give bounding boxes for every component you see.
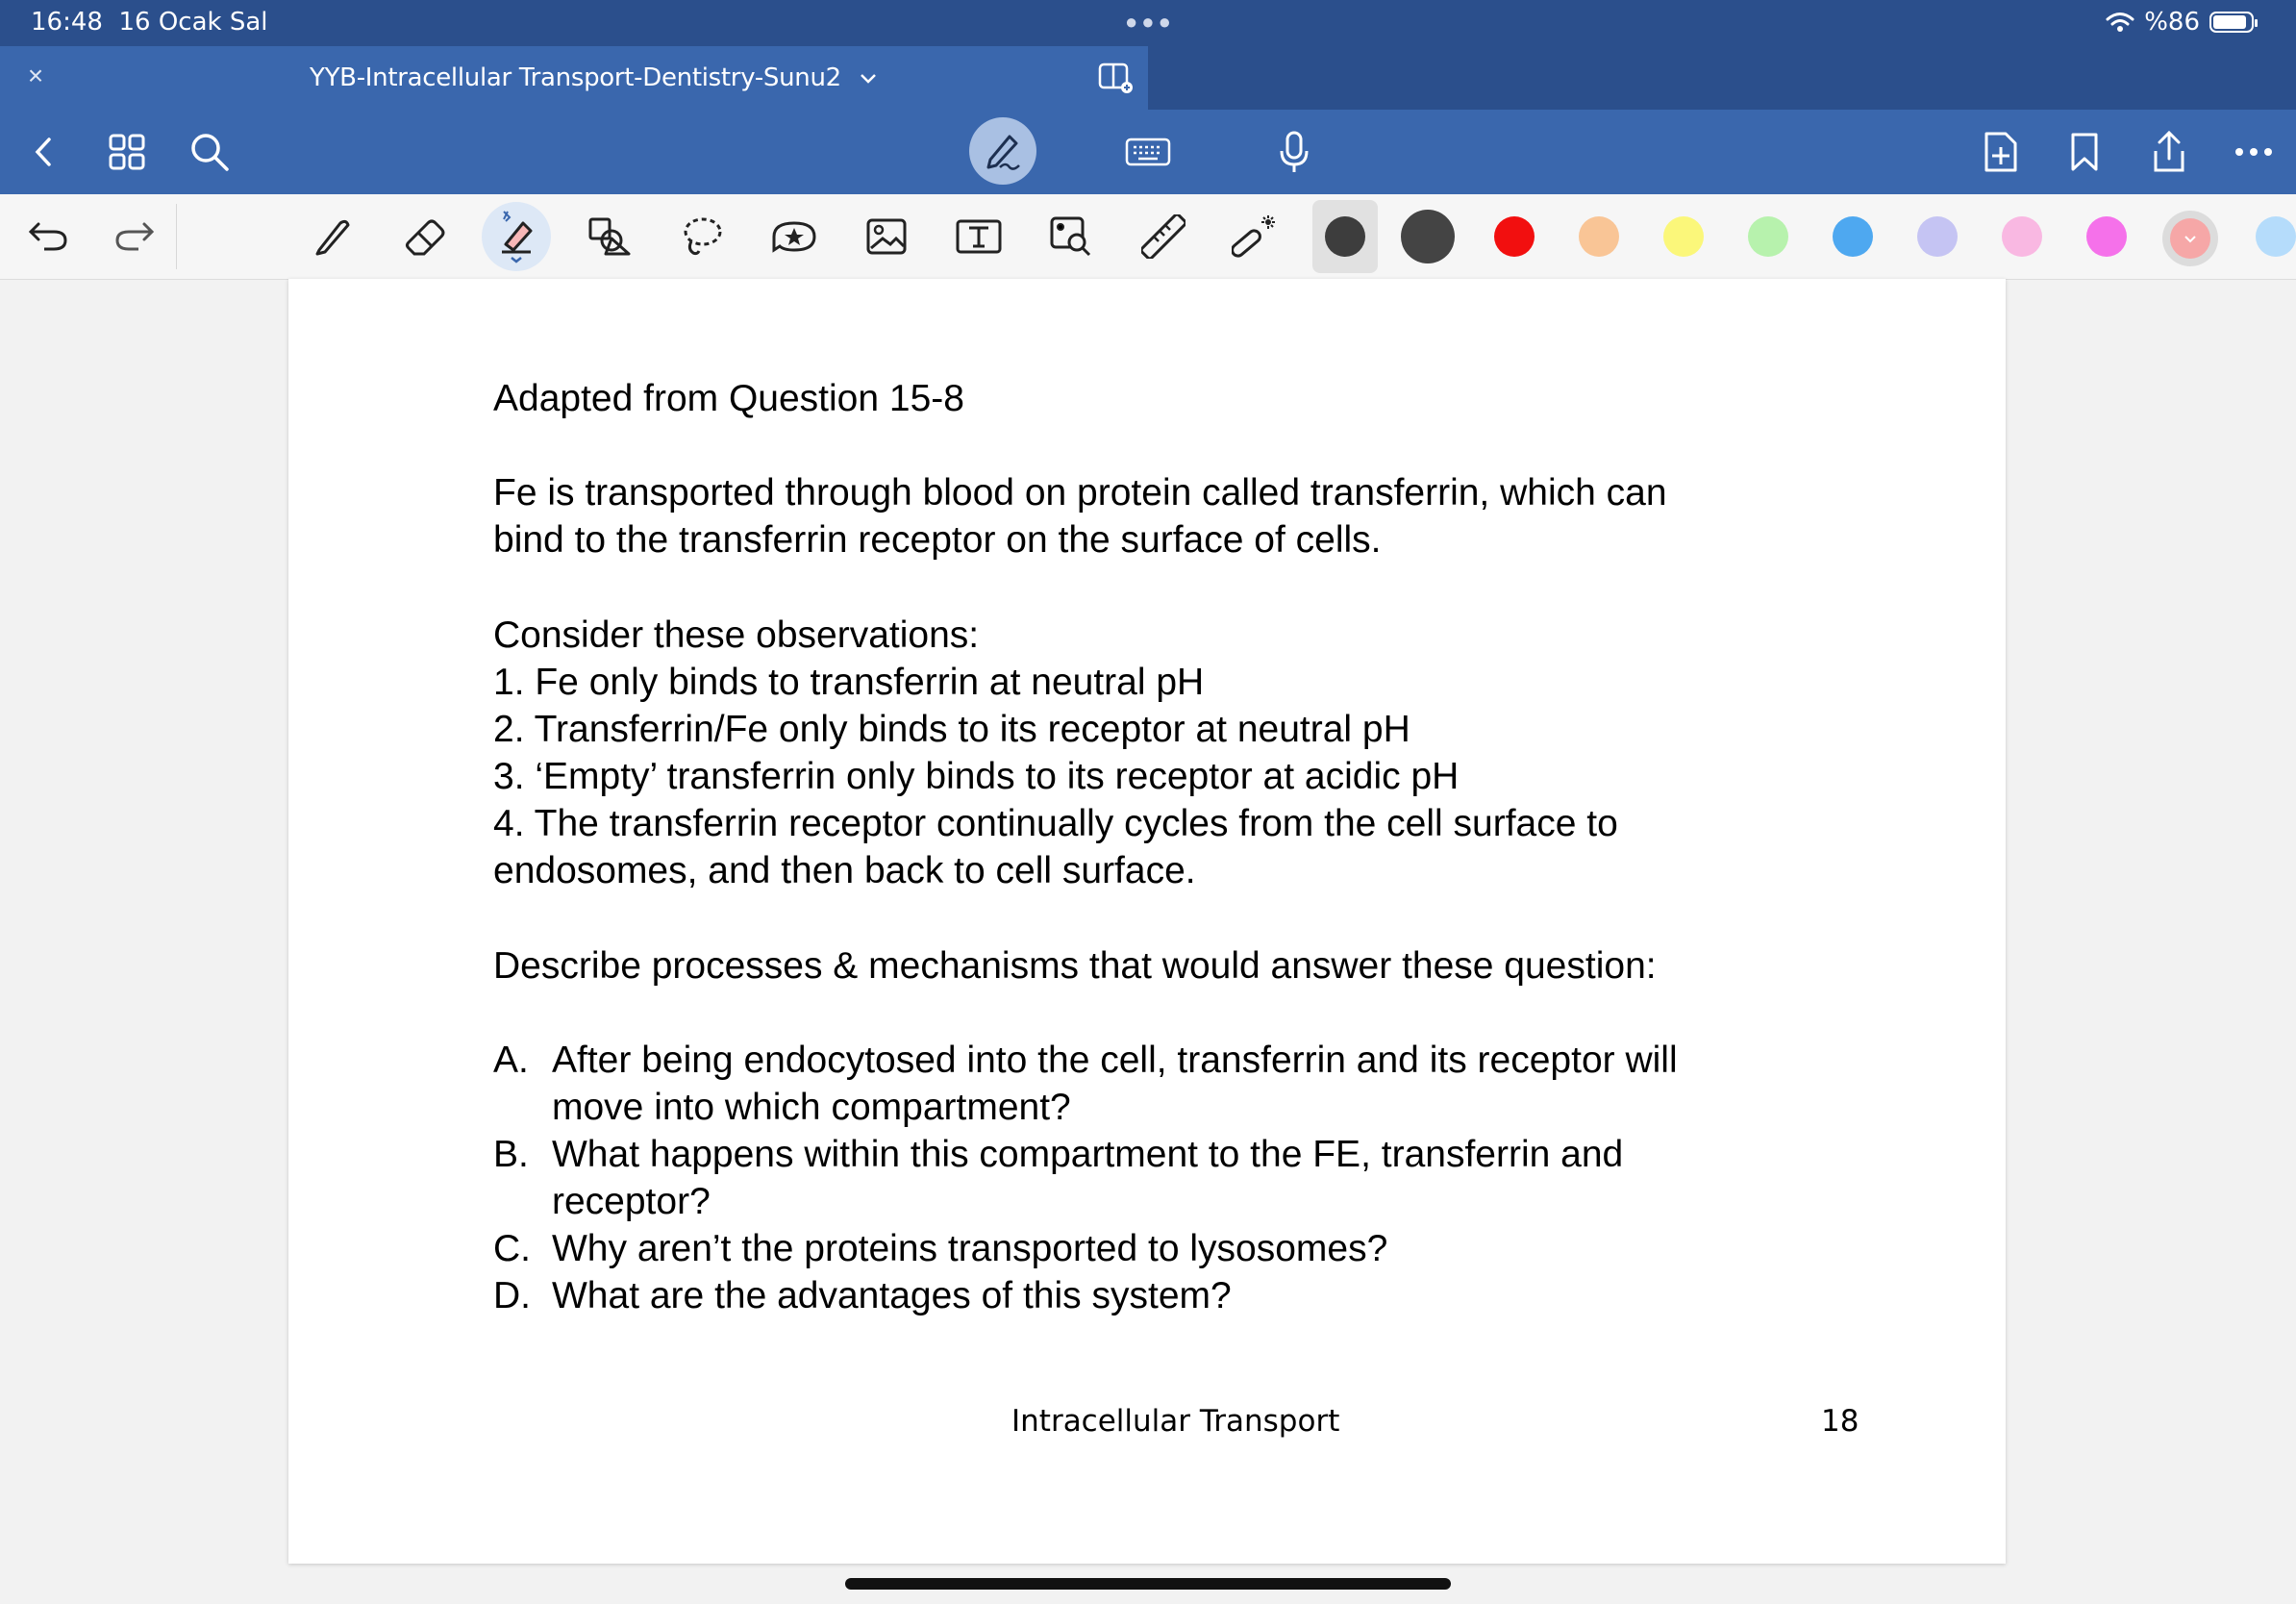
color-swatch-salmon[interactable] xyxy=(2170,218,2210,259)
close-tab-icon[interactable]: × xyxy=(27,61,44,90)
bookmark-icon[interactable] xyxy=(2059,127,2109,177)
color-swatch-red[interactable] xyxy=(1494,216,1535,257)
color-swatch-magenta[interactable] xyxy=(2086,216,2127,257)
add-page-icon[interactable] xyxy=(1975,127,2025,177)
color-swatch-peach[interactable] xyxy=(1579,216,1619,257)
redo-icon[interactable] xyxy=(110,212,160,262)
observation-item: 4. The transferrin receptor continually cycles from the cell surface to endosomes, and then back to cell surface. xyxy=(493,803,1618,891)
intro-paragraph: Fe is transported through blood on protein called transferrin, which can bind to the transferrin receptor on the surface of cells. xyxy=(493,472,1667,561)
color-swatch-lavender[interactable] xyxy=(1917,216,1958,257)
question-letter: A. xyxy=(493,1040,529,1081)
color-swatch-yellow[interactable] xyxy=(1663,216,1704,257)
shapes-icon[interactable] xyxy=(585,212,635,262)
question-heading: Adapted from Question 15-8 xyxy=(493,378,964,419)
question-letter: B. xyxy=(493,1134,529,1175)
observation-item: 1. Fe only binds to transferrin at neutral pH xyxy=(493,662,1205,703)
chevron-down-icon[interactable] xyxy=(859,72,878,86)
question-text: After being endocytosed into the cell, transferrin and its receptor will move into which compartment? xyxy=(552,1040,1678,1128)
clock: 16:48 xyxy=(31,8,103,37)
drawing-toolbar xyxy=(0,194,2296,280)
keyboard-icon[interactable] xyxy=(1123,127,1173,177)
back-icon[interactable] xyxy=(19,127,69,177)
observations-block xyxy=(493,612,1743,894)
eraser-icon[interactable] xyxy=(400,212,450,262)
text-box-icon[interactable] xyxy=(954,212,1004,262)
image-icon[interactable] xyxy=(861,212,911,262)
color-swatch-charcoal[interactable] xyxy=(1401,210,1455,263)
microphone-icon[interactable] xyxy=(1269,127,1319,177)
question-item xyxy=(493,1225,1743,1272)
pen-tool-icon[interactable] xyxy=(308,212,358,262)
status-right xyxy=(2106,8,2254,37)
highlighter-icon[interactable] xyxy=(482,202,551,271)
pen-icon xyxy=(981,129,1025,173)
lasso-icon[interactable] xyxy=(677,212,727,262)
status-time xyxy=(31,8,268,37)
date: 16 Ocak Sal xyxy=(118,8,268,37)
question-letter: D. xyxy=(493,1275,531,1316)
sticker-icon[interactable] xyxy=(769,212,819,262)
search-icon[interactable] xyxy=(185,127,235,177)
share-icon[interactable] xyxy=(2144,127,2194,177)
observation-item: 2. Transferrin/Fe only binds to its receptor at neutral pH xyxy=(493,709,1410,750)
observation-item: 3. ‘Empty’ transferrin only binds to its receptor at acidic pH xyxy=(493,756,1460,797)
main-toolbar xyxy=(0,110,2296,194)
document-title[interactable] xyxy=(310,63,878,92)
more-options-icon[interactable] xyxy=(2229,127,2279,177)
battery-icon xyxy=(2209,12,2254,33)
question-text: What happens within this compartment to the FE, transferrin and receptor? xyxy=(552,1134,1624,1222)
color-swatch-dark-gray[interactable] xyxy=(1325,216,1365,257)
color-swatch-blue[interactable] xyxy=(1833,216,1873,257)
color-swatch-green[interactable] xyxy=(1748,216,1788,257)
ruler-icon[interactable] xyxy=(1138,212,1188,262)
status-bar xyxy=(0,0,2296,46)
pen-mode-button[interactable] xyxy=(969,117,1036,185)
toolbar-divider xyxy=(176,204,177,269)
page-number: 18 xyxy=(1821,1404,1859,1439)
question-list xyxy=(493,1037,1743,1319)
image-search-icon[interactable] xyxy=(1046,212,1096,262)
tab-title-text: YYB-Intracellular Transport-Dentistry-Sunu2 xyxy=(310,63,841,92)
question-letter: C. xyxy=(493,1228,531,1269)
battery-percent: %86 xyxy=(2144,8,2200,37)
home-indicator[interactable] xyxy=(845,1578,1451,1590)
question-item xyxy=(493,1272,1743,1319)
slide-footer-title: Intracellular Transport xyxy=(1011,1404,1340,1439)
color-swatch-light-blue[interactable] xyxy=(2256,216,2296,257)
question-item xyxy=(493,1131,1743,1225)
undo-icon[interactable] xyxy=(23,212,73,262)
document-tab[interactable] xyxy=(0,46,1148,110)
color-swatch-pink[interactable] xyxy=(2002,216,2042,257)
observations-title: Consider these observations: xyxy=(493,614,980,656)
question-item xyxy=(493,1037,1743,1131)
question-text: Why aren’t the proteins transported to lysosomes? xyxy=(552,1228,1388,1269)
question-text: What are the advantages of this system? xyxy=(552,1275,1232,1316)
chevron-down-icon xyxy=(2170,218,2210,259)
multitasking-dots[interactable]: ●●● xyxy=(1125,10,1175,34)
split-view-icon[interactable] xyxy=(1098,62,1135,99)
grid-view-icon[interactable] xyxy=(102,127,152,177)
document-page[interactable] xyxy=(288,279,2006,1564)
tab-bar xyxy=(0,46,2296,110)
describe-instruction: Describe processes & mechanisms that would answer these question: xyxy=(493,945,1657,987)
wifi-icon xyxy=(2106,11,2134,34)
laser-pointer-icon[interactable] xyxy=(1231,212,1281,262)
